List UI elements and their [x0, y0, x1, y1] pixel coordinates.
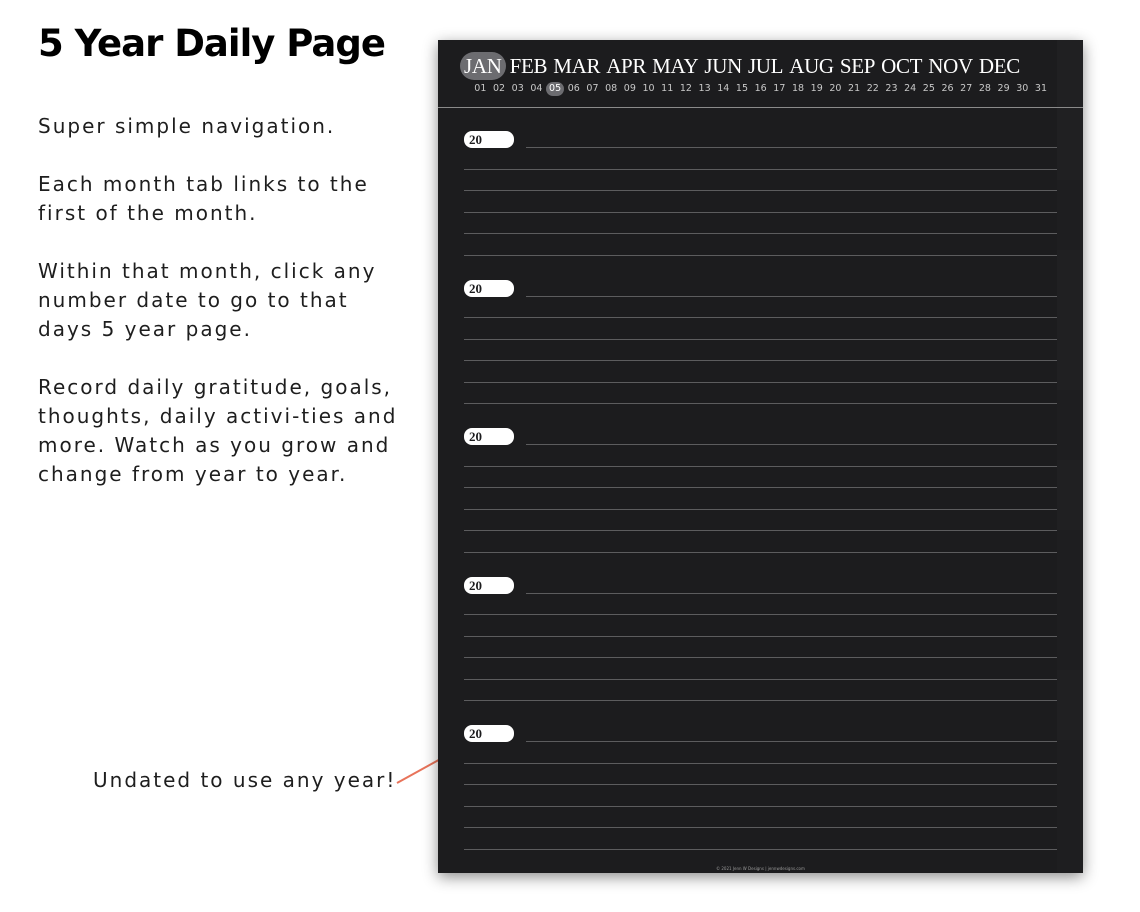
writing-line[interactable] — [464, 487, 1057, 488]
date-link-18[interactable]: 18 — [791, 83, 805, 94]
date-link-17[interactable]: 17 — [773, 83, 786, 94]
date-link-28[interactable]: 28 — [978, 83, 991, 94]
date-link-21[interactable]: 21 — [848, 83, 861, 94]
date-link-16[interactable]: 16 — [754, 83, 767, 94]
writing-line[interactable] — [464, 827, 1057, 828]
date-link-13[interactable]: 13 — [698, 83, 711, 94]
month-tab-jul[interactable]: JUL — [747, 54, 784, 78]
description-paragraph: Record daily gratitude, goals, thoughts, daily activi-ties and more. Watch as you grow and change from year to year. — [38, 375, 398, 486]
date-link-23[interactable]: 23 — [885, 83, 898, 94]
date-navigation — [471, 82, 1051, 96]
description-paragraph: Each month tab links to the first of the month. — [38, 172, 369, 225]
writing-line[interactable] — [464, 339, 1057, 340]
writing-line[interactable] — [464, 382, 1057, 383]
writing-line[interactable] — [464, 233, 1057, 234]
date-link-24[interactable]: 24 — [904, 83, 917, 94]
month-tab-oct[interactable]: OCT — [881, 54, 923, 78]
planner-page — [438, 40, 1083, 873]
month-tab-feb[interactable]: FEB — [509, 54, 548, 78]
date-link-11[interactable]: 11 — [661, 83, 674, 94]
writing-line[interactable] — [464, 614, 1057, 615]
year-badge[interactable]: 20 — [464, 428, 514, 445]
date-link-07[interactable]: 07 — [586, 83, 599, 94]
month-tab-sep[interactable]: SEP — [839, 54, 876, 78]
writing-line[interactable] — [464, 784, 1057, 785]
footer-credit: © 2021 Jenn W Designs | jennwdesigns.com — [716, 866, 805, 871]
writing-line[interactable] — [526, 593, 1057, 594]
date-link-15[interactable]: 15 — [735, 83, 749, 94]
writing-line[interactable] — [464, 212, 1057, 213]
month-tab-apr[interactable]: APR — [606, 54, 647, 78]
writing-line[interactable] — [464, 806, 1057, 807]
month-tab-dec[interactable]: DEC — [978, 54, 1020, 78]
date-link-29[interactable]: 29 — [997, 83, 1010, 94]
year-entry — [438, 725, 1083, 865]
year-badge[interactable]: 20 — [464, 577, 514, 594]
month-tab-mar[interactable]: MAR — [553, 54, 601, 78]
date-link-22[interactable]: 22 — [866, 83, 879, 94]
description-paragraph: Within that month, click any number date to go to that days 5 year page. — [38, 259, 377, 341]
year-badge[interactable]: 20 — [464, 725, 514, 742]
writing-line[interactable] — [464, 360, 1057, 361]
description-paragraph: Super simple navigation. — [38, 114, 336, 138]
writing-line[interactable] — [464, 509, 1057, 510]
date-link-04[interactable]: 04 — [530, 83, 543, 94]
date-link-27[interactable]: 27 — [960, 83, 973, 94]
writing-line[interactable] — [464, 169, 1057, 170]
date-link-30[interactable]: 30 — [1016, 83, 1029, 94]
writing-line[interactable] — [464, 190, 1057, 191]
month-tab-jan[interactable]: JAN — [460, 52, 506, 80]
month-tab-jun[interactable]: JUN — [704, 54, 742, 78]
month-tab-aug[interactable]: AUG — [789, 54, 834, 78]
writing-line[interactable] — [464, 679, 1057, 680]
writing-line[interactable] — [464, 466, 1057, 467]
writing-line[interactable] — [464, 657, 1057, 658]
date-link-14[interactable]: 14 — [717, 83, 730, 94]
date-link-01[interactable]: 01 — [474, 83, 487, 94]
date-link-06[interactable]: 06 — [567, 83, 580, 94]
year-entry — [438, 280, 1083, 420]
writing-line[interactable] — [464, 763, 1057, 764]
header-divider — [438, 107, 1083, 108]
date-link-05[interactable]: 05 — [546, 82, 565, 96]
writing-line[interactable] — [464, 403, 1057, 404]
writing-line[interactable] — [464, 317, 1057, 318]
date-link-03[interactable]: 03 — [511, 83, 524, 94]
year-entry — [438, 428, 1083, 568]
month-tab-may[interactable]: MAY — [652, 54, 699, 78]
year-entry — [438, 577, 1083, 717]
writing-line[interactable] — [464, 255, 1057, 256]
writing-line[interactable] — [464, 530, 1057, 531]
date-link-25[interactable]: 25 — [922, 83, 935, 94]
date-link-10[interactable]: 10 — [642, 83, 655, 94]
date-link-20[interactable]: 20 — [829, 83, 842, 94]
date-link-08[interactable]: 08 — [605, 83, 618, 94]
date-link-19[interactable]: 19 — [810, 83, 823, 94]
undated-callout: Undated to use any year! — [93, 768, 397, 792]
writing-line[interactable] — [464, 700, 1057, 701]
writing-line[interactable] — [526, 147, 1057, 148]
writing-line[interactable] — [526, 741, 1057, 742]
year-entry — [438, 131, 1083, 271]
writing-line[interactable] — [464, 849, 1057, 850]
year-badge[interactable]: 20 — [464, 131, 514, 148]
date-link-26[interactable]: 26 — [941, 83, 954, 94]
date-link-12[interactable]: 12 — [679, 83, 692, 94]
date-link-02[interactable]: 02 — [492, 83, 506, 94]
writing-line[interactable] — [464, 636, 1057, 637]
month-tab-bar — [460, 52, 1060, 80]
date-link-09[interactable]: 09 — [623, 83, 636, 94]
date-link-31[interactable]: 31 — [1034, 83, 1048, 94]
description — [38, 112, 398, 518]
year-badge[interactable]: 20 — [464, 280, 514, 297]
writing-line[interactable] — [464, 552, 1057, 553]
month-tab-nov[interactable]: NOV — [928, 54, 973, 78]
writing-line[interactable] — [526, 296, 1057, 297]
writing-line[interactable] — [526, 444, 1057, 445]
page-heading: 5 Year Daily Page — [38, 22, 385, 65]
